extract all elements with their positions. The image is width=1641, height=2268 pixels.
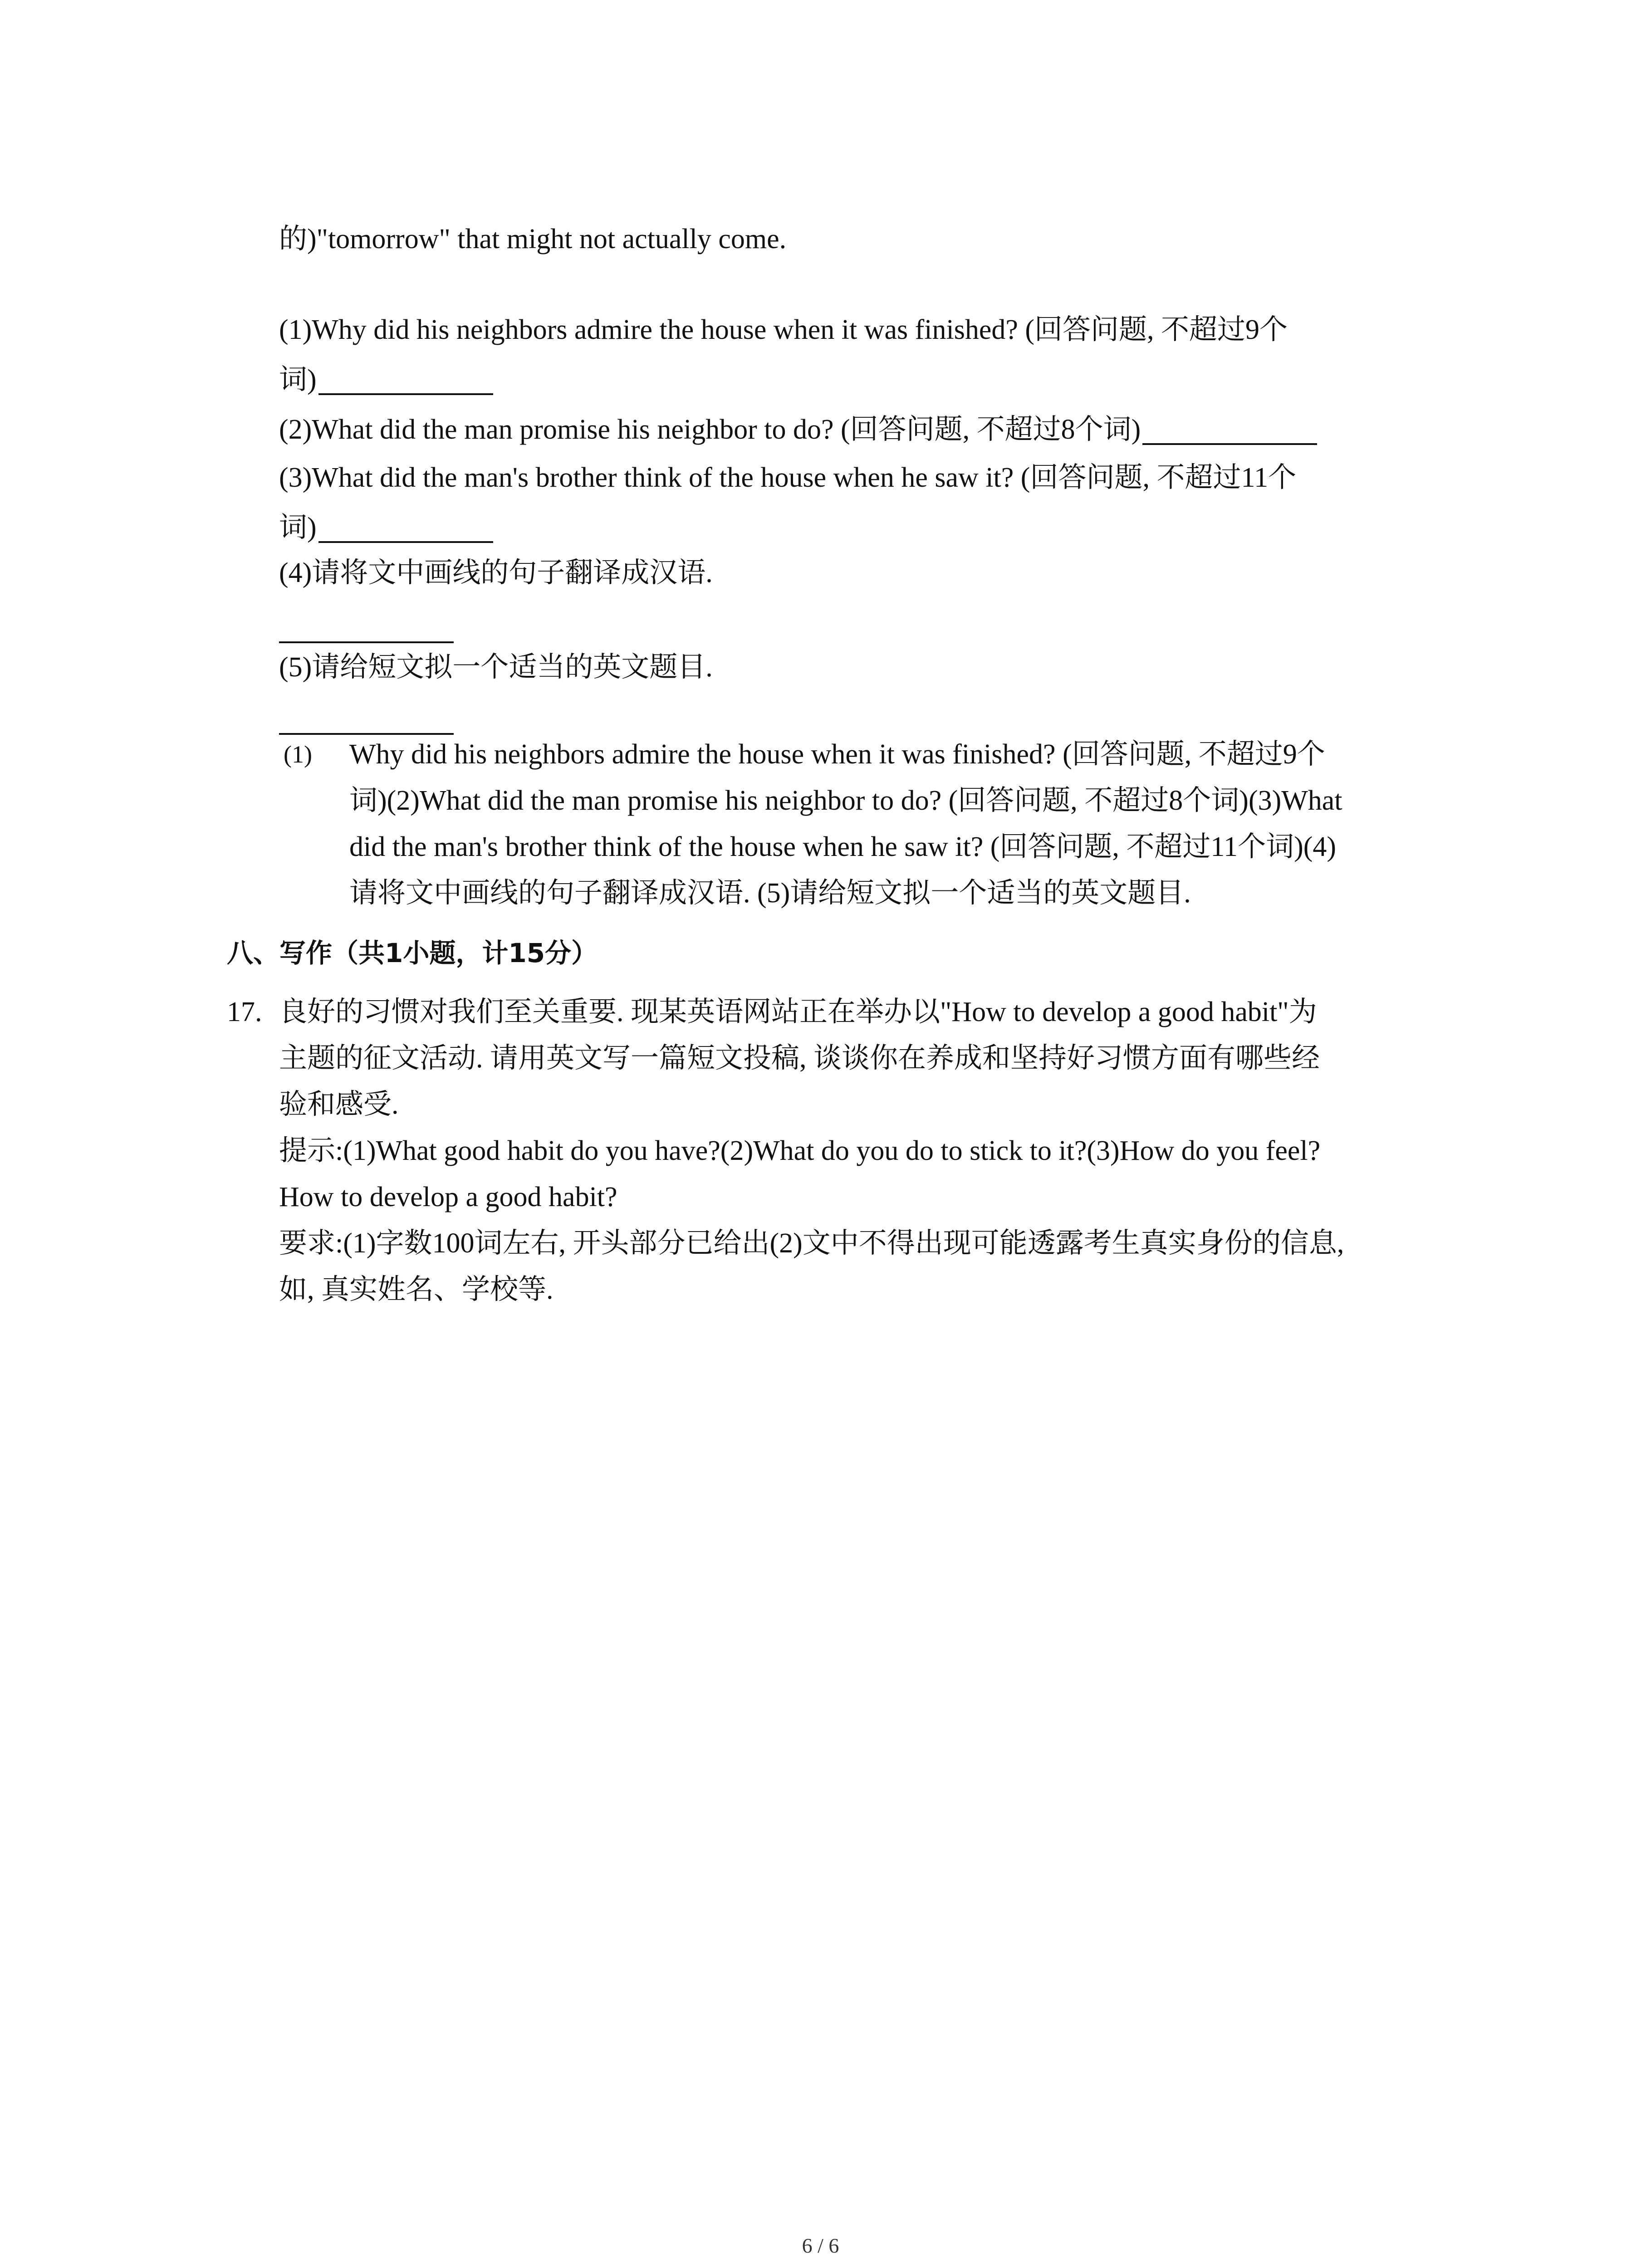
question-1-line-2 [279, 357, 493, 403]
question-17-requirement-line-1: 要求:(1)字数100词左右, 开头部分已给出(2)文中不得出现可能透露考生真实身份的信息, [279, 1228, 1344, 1259]
question-17-line-2: 主题的征文活动. 请用英文写一篇短文投稿, 谈谈你在养成和坚持好习惯方面有哪些经 [279, 1043, 1320, 1074]
question-3-tail: 词) [279, 512, 317, 543]
answer-block-line-1: Why did his neighbors admire the house when it was finished? (回答问题, 不超过9个 [349, 739, 1325, 770]
question-5: (5)请给短文拟一个适当的英文题目. [279, 652, 713, 683]
question-3-line-2 [279, 504, 493, 551]
question-17-requirement-line-2: 如, 真实姓名、学校等. [279, 1274, 554, 1305]
section-heading-writing: 八、写作（共1小题，计15分） [227, 938, 598, 968]
answer-marker: (1) [284, 741, 312, 768]
question-17-hint-line-2: How to develop a good habit? [279, 1182, 617, 1212]
question-1-line-1: (1)Why did his neighbors admire the house when it was finished? (回答问题, 不超过9个 [279, 314, 1288, 345]
answer-blank-3[interactable] [318, 541, 493, 543]
answer-block-line-2: 词)(2)What did the man promise his neighbor to do? (回答问题, 不超过8个词)(3)What [349, 785, 1342, 816]
question-1-tail: 词) [279, 364, 317, 395]
question-2 [279, 406, 1317, 453]
page-number: 6 / 6 [802, 2234, 839, 2257]
question-17-line-1: 良好的习惯对我们至关重要. 现某英语网站正在举办以"How to develop a good habit"为 [279, 997, 1317, 1027]
question-17-hint-line-1: 提示:(1)What good habit do you have?(2)What do you do to stick to it?(3)How do you feel? [279, 1135, 1321, 1166]
answer-block-line-3: did the man's brother think of the house when he saw it? (回答问题, 不超过11个词)(4) [349, 831, 1337, 862]
passage-continuation: 的)"tomorrow" that might not actually come. [279, 224, 787, 254]
question-2-text: (2)What did the man promise his neighbor to do? (回答问题, 不超过8个词) [279, 414, 1141, 445]
answer-block-line-4: 请将文中画线的句子翻译成汉语. (5)请给短文拟一个适当的英文题目. [349, 878, 1191, 909]
question-17-line-3: 验和感受. [279, 1089, 399, 1120]
answer-blank-2[interactable] [1142, 443, 1317, 445]
answer-blank-1[interactable] [318, 393, 493, 395]
question-17-number: 17. [227, 997, 262, 1027]
question-4: (4)请将文中画线的句子翻译成汉语. [279, 557, 713, 588]
question-3-line-1: (3)What did the man's brother think of the house when he saw it? (回答问题, 不超过11个 [279, 462, 1297, 493]
answer-blank-4[interactable] [279, 641, 454, 643]
